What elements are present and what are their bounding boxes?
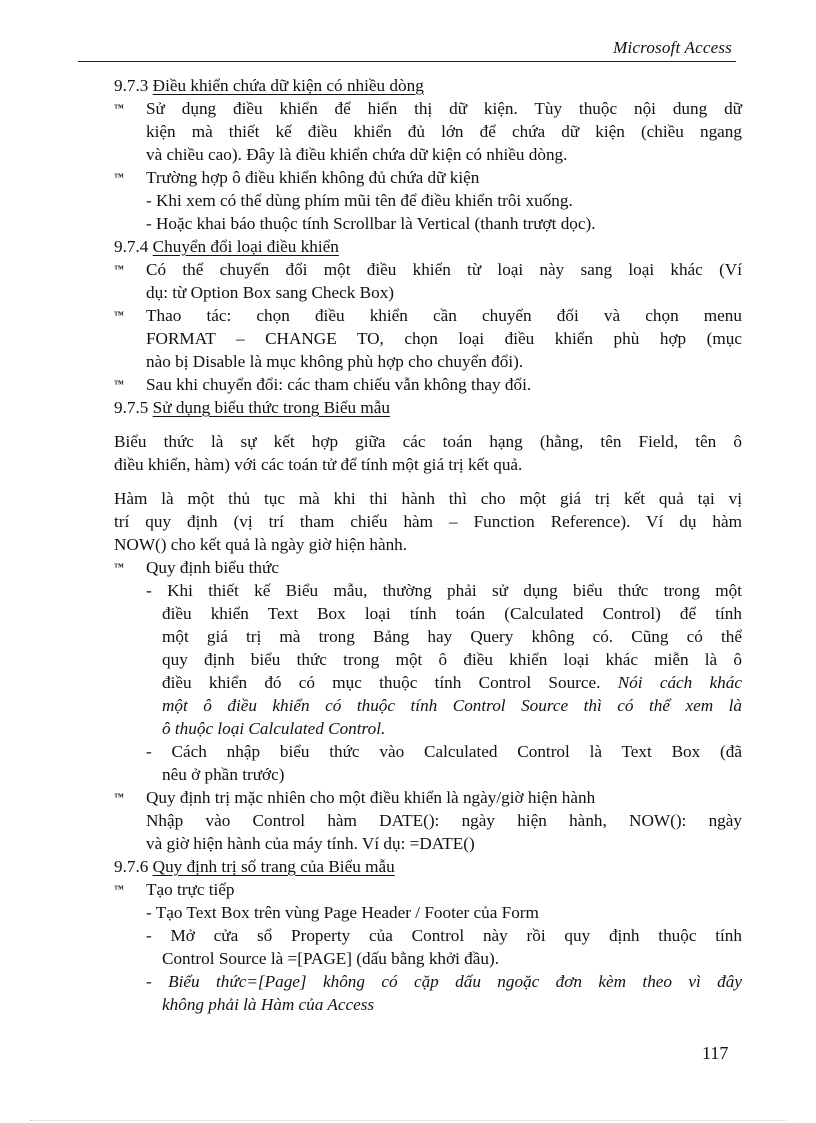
text-line <box>146 832 475 855</box>
line-text: kiện mà thiết kế điều khiển đủ lớn để chứa dữ kiện (chiều ngang <box>146 122 742 141</box>
text-line <box>146 924 742 947</box>
line-text: dụ: từ Option Box sang Check Box) <box>146 283 395 302</box>
line-text: 9.7.5 Sử dụng biểu thức trong Biểu mẫu <box>114 398 390 417</box>
text-line <box>114 453 522 476</box>
text-line <box>162 717 385 740</box>
trademark-bullet-icon: ™ <box>114 379 125 390</box>
line-text: Quy định biểu thức <box>146 558 279 577</box>
line-text: - Biểu thức=[Page] không có cặp dấu ngoặc đơn kèm theo vì đây <box>146 972 742 991</box>
trademark-bullet-icon: ™ <box>114 562 125 573</box>
text-line <box>146 304 742 327</box>
line-text: Thao tác: chọn điều khiển cần chuyển đổi và chọn menu <box>146 306 742 325</box>
text-line <box>146 258 742 281</box>
line-text: 9.7.4 Chuyển đổi loại điều khiển <box>114 237 339 256</box>
text-line <box>162 602 742 625</box>
heading-title: Sử dụng biểu thức trong Biểu mẫu <box>152 398 390 417</box>
line-text: Sau khi chuyển đổi: các tham chiếu vẫn không thay đổi. <box>146 375 532 394</box>
header-rule <box>78 61 736 62</box>
text-line <box>146 120 742 143</box>
line-text: Nhập vào Control hàm DATE(): ngày hiện hành, NOW(): ngày <box>146 811 742 830</box>
line-text: Hàm là một thủ tục mà khi thi hành thì cho một giá trị kết quả tại vị <box>114 489 742 508</box>
text-line <box>146 740 742 763</box>
text-line <box>146 166 479 189</box>
text-line <box>146 212 596 235</box>
section-heading <box>114 235 339 258</box>
line-text: Có thể chuyển đổi một điều khiển từ loại này sang loại khác (Ví <box>146 260 742 279</box>
line-text: Trường hợp ô điều khiển không đủ chứa dữ kiện <box>146 168 480 187</box>
trademark-bullet-icon: ™ <box>114 264 125 275</box>
line-text: ô thuộc loại Calculated Control. <box>162 719 386 738</box>
line-text: - Tạo Text Box trên vùng Page Header / Footer của Form <box>146 903 539 922</box>
heading-title: Điều khiển chứa dữ kiện có nhiều dòng <box>152 76 424 95</box>
line-text: không phải là Hàm của Access <box>162 995 375 1014</box>
section-heading <box>114 396 390 419</box>
heading-title: Chuyển đổi loại điều khiển <box>152 237 339 256</box>
line-text: 9.7.3 Điều khiển chứa dữ kiện có nhiều dòng <box>114 76 424 95</box>
text-line <box>162 993 374 1016</box>
line-text: - Hoặc khai báo thuộc tính Scrollbar là Vertical (thanh trượt dọc). <box>146 214 596 233</box>
section-heading <box>114 74 424 97</box>
line-text: - Khi xem có thể dùng phím mũi tên để điều khiển trôi xuống. <box>146 191 573 210</box>
line-text: Biểu thức là sự kết hợp giữa các toán hạng (hằng, tên Field, tên ô <box>114 432 742 451</box>
text-line <box>162 763 284 786</box>
text-line <box>146 143 567 166</box>
text-line <box>162 947 499 970</box>
line-text: và chiều cao). Đây là điều khiển chứa dữ kiện có nhiều dòng. <box>146 145 568 164</box>
line-text: Tạo trực tiếp <box>146 880 235 899</box>
line-text: - Khi thiết kế Biểu mẫu, thường phải sử dụng biểu thức trong một <box>146 581 742 600</box>
line-text: Quy định trị mặc nhiên cho một điều khiển là ngày/giờ hiện hành <box>146 788 596 807</box>
text-line <box>162 625 742 648</box>
text-line <box>146 579 742 602</box>
text-line <box>146 189 573 212</box>
line-text: Control Source là =[PAGE] (dấu bằng khởi đầu). <box>162 949 500 968</box>
line-text: FORMAT – CHANGE TO, chọn loại điều khiển phù hợp (mục <box>146 329 742 348</box>
heading-title: Quy định trị số trang của Biểu mẫu <box>152 857 395 876</box>
trademark-bullet-icon: ™ <box>114 792 125 803</box>
page-bottom-edge <box>30 1120 786 1121</box>
text-line <box>146 970 742 993</box>
line-text: một ô điều khiển có thuộc tính Control Source thì có thể xem là <box>162 696 742 715</box>
line-text: NOW() cho kết quả là ngày giờ hiện hành. <box>114 535 408 554</box>
text-line <box>114 487 742 510</box>
page-number: 117 <box>702 1043 729 1063</box>
line-text: trí quy định (vị trí tham chiếu hàm – Function Reference). Ví dụ hàm <box>114 512 742 531</box>
italic-text: Nói cách khác <box>600 673 742 692</box>
text-line <box>146 97 742 120</box>
text-line <box>162 671 742 694</box>
text-line <box>146 327 742 350</box>
text-line <box>162 648 742 671</box>
line-text: nào bị Disable là mục không phù hợp cho chuyển đổi). <box>146 352 524 371</box>
trademark-bullet-icon: ™ <box>114 884 125 895</box>
text-line <box>114 430 742 453</box>
line-text: và giờ hiện hành của máy tính. Ví dụ: =DATE() <box>146 834 475 853</box>
line-text: - Cách nhập biểu thức vào Calculated Control là Text Box (đã <box>146 742 742 761</box>
line-text: quy định biểu thức trong một ô điều khiển loại khác miễn là ô <box>162 650 742 669</box>
text-line <box>146 350 523 373</box>
line-text: điều khiển, hàm) với các toán tử để tính một giá trị kết quả. <box>114 455 523 474</box>
text-line <box>146 556 279 579</box>
line-text: nêu ở phần trước) <box>162 765 285 784</box>
text-line <box>146 809 742 832</box>
text-line <box>146 786 595 809</box>
line-text: Sử dụng điều khiển để hiển thị dữ kiện. Tùy thuộc nội dung dữ <box>146 99 742 118</box>
trademark-bullet-icon: ™ <box>114 172 125 183</box>
text-line <box>146 281 394 304</box>
section-heading <box>114 855 395 878</box>
text-line <box>114 533 407 556</box>
trademark-bullet-icon: ™ <box>114 103 125 114</box>
text-line <box>146 901 539 924</box>
text-line <box>162 694 742 717</box>
line-text: 9.7.6 Quy định trị số trang của Biểu mẫu <box>114 857 395 876</box>
trademark-bullet-icon: ™ <box>114 310 125 321</box>
line-text: - Mở cửa sổ Property của Control này rồi quy định thuộc tính <box>146 926 742 945</box>
line-text: một giá trị mà trong Bảng hay Query không có. Cũng có thể <box>162 627 742 646</box>
text-line <box>114 510 742 533</box>
text-line <box>146 373 531 396</box>
text-line <box>146 878 235 901</box>
running-header-title: Microsoft Access <box>613 38 732 57</box>
line-text: điều khiển đó có mục thuộc tính Control Source. <box>162 673 601 692</box>
line-text: điều khiển Text Box loại tính toán (Calculated Control) để tính <box>162 604 742 623</box>
